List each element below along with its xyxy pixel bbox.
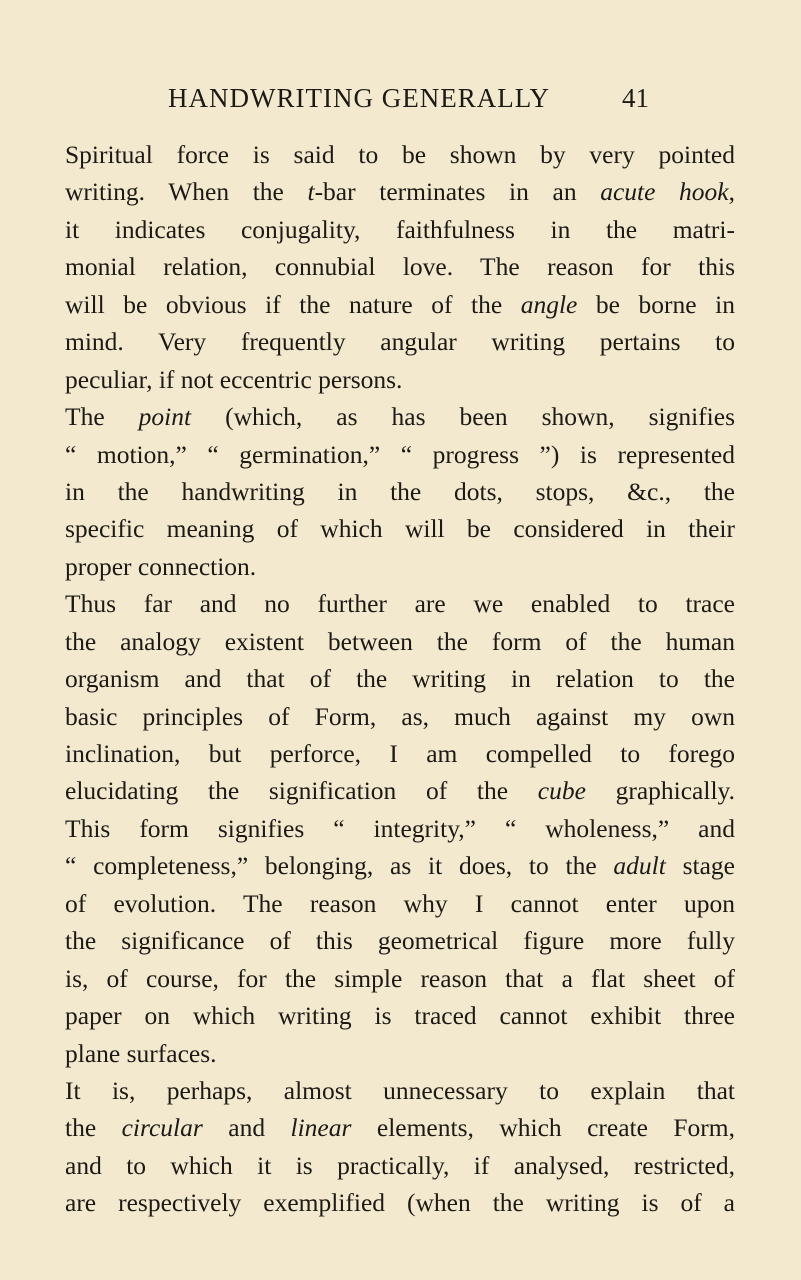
text-run: and to which it is practically, if analysed, restricted, [65,1150,735,1180]
text-line [65,810,735,847]
text-line [65,735,735,772]
text-line [65,585,735,622]
text-run: stage [665,851,735,881]
text-line [65,1109,735,1146]
text-run: , [728,177,735,207]
italic-run: t [307,177,315,207]
text-line [65,510,735,547]
running-head-title: HANDWRITING GENERALLY [168,83,550,113]
text-line [65,698,735,735]
italic-run: angle [520,289,578,319]
text-run: organism and that of the writing in relation to the [65,664,735,694]
text-run: plane surfaces. [65,1038,217,1068]
text-line [65,847,735,884]
text-run: monial relation, connubial love. The reason for this [65,252,735,282]
text-run: are respectively exemplified (when the writing is of a [65,1188,735,1218]
italic-run: cube [537,776,586,806]
running-head [0,78,801,118]
text-run: “ completeness,” belonging, as it does, to the [65,851,614,881]
text-run: -bar terminates in an [314,177,601,207]
text-line [65,997,735,1034]
text-line [65,173,735,210]
text-line [65,623,735,660]
text-run: It is, perhaps, almost unnecessary to explain that [65,1075,735,1105]
text-run: elements, which create Form, [351,1113,735,1143]
text-line [65,211,735,248]
text-line [65,323,735,360]
text-run: specific meaning of which will be considered in their [65,514,735,544]
text-run: writing. When the [65,177,308,207]
text-line [65,885,735,922]
text-line [65,548,735,585]
text-run: The [65,402,139,432]
italic-run: adult [613,851,666,881]
text-run: graphically. [585,776,735,806]
page-number: 41 [622,83,649,113]
text-line [65,248,735,285]
italic-run: linear [290,1113,352,1143]
text-run: it indicates conjugality, faithfulness in the matri- [65,214,735,244]
text-run: will be obvious if the nature of the [65,289,521,319]
text-line [65,1184,735,1221]
italic-run: acute hook [600,177,729,207]
body-text [65,136,735,1222]
text-run: be borne in [577,289,735,319]
text-run: and [202,1113,291,1143]
text-run: This form signifies “ integrity,” “ wholeness,” and [65,813,735,843]
text-run: Thus far and no further are we enabled to trace [65,589,735,619]
italic-run: circular [121,1113,203,1143]
text-run: the significance of this geometrical figure more fully [65,926,735,956]
text-run: basic principles of Form, as, much against my own [65,701,735,731]
text-run: Spiritual force is said to be shown by very pointed [65,140,735,169]
text-run: inclination, but perforce, I am compelled to forego [65,739,735,768]
text-run: paper on which writing is traced cannot exhibit three [65,1001,735,1031]
text-line [65,1072,735,1109]
text-run: mind. Very frequently angular writing pertains to [65,327,735,357]
text-line [65,286,735,323]
text-run: (which, as has been shown, signifies [191,402,735,432]
text-line [65,1035,735,1072]
text-line [65,473,735,510]
text-line [65,772,735,809]
text-run: proper connection. [65,551,257,581]
text-line [65,960,735,997]
text-run: the [65,1113,122,1143]
text-line [65,436,735,473]
text-run: of evolution. The reason why I cannot enter upon [65,888,735,918]
text-line [65,660,735,697]
text-run: peculiar, if not eccentric persons. [65,364,403,394]
text-run: “ motion,” “ germination,” “ progress ”) is represented [65,439,735,469]
text-run: in the handwriting in the dots, stops, &c., the [65,476,735,506]
text-line [65,922,735,959]
text-run: is, of course, for the simple reason that a flat sheet of [65,963,735,993]
text-line [65,361,735,398]
text-run: elucidating the signification of the [65,776,538,806]
italic-run: point [138,402,192,432]
text-line [65,398,735,435]
text-line [65,1147,735,1184]
text-line [65,136,735,173]
text-run: the analogy existent between the form of the human [65,626,735,656]
